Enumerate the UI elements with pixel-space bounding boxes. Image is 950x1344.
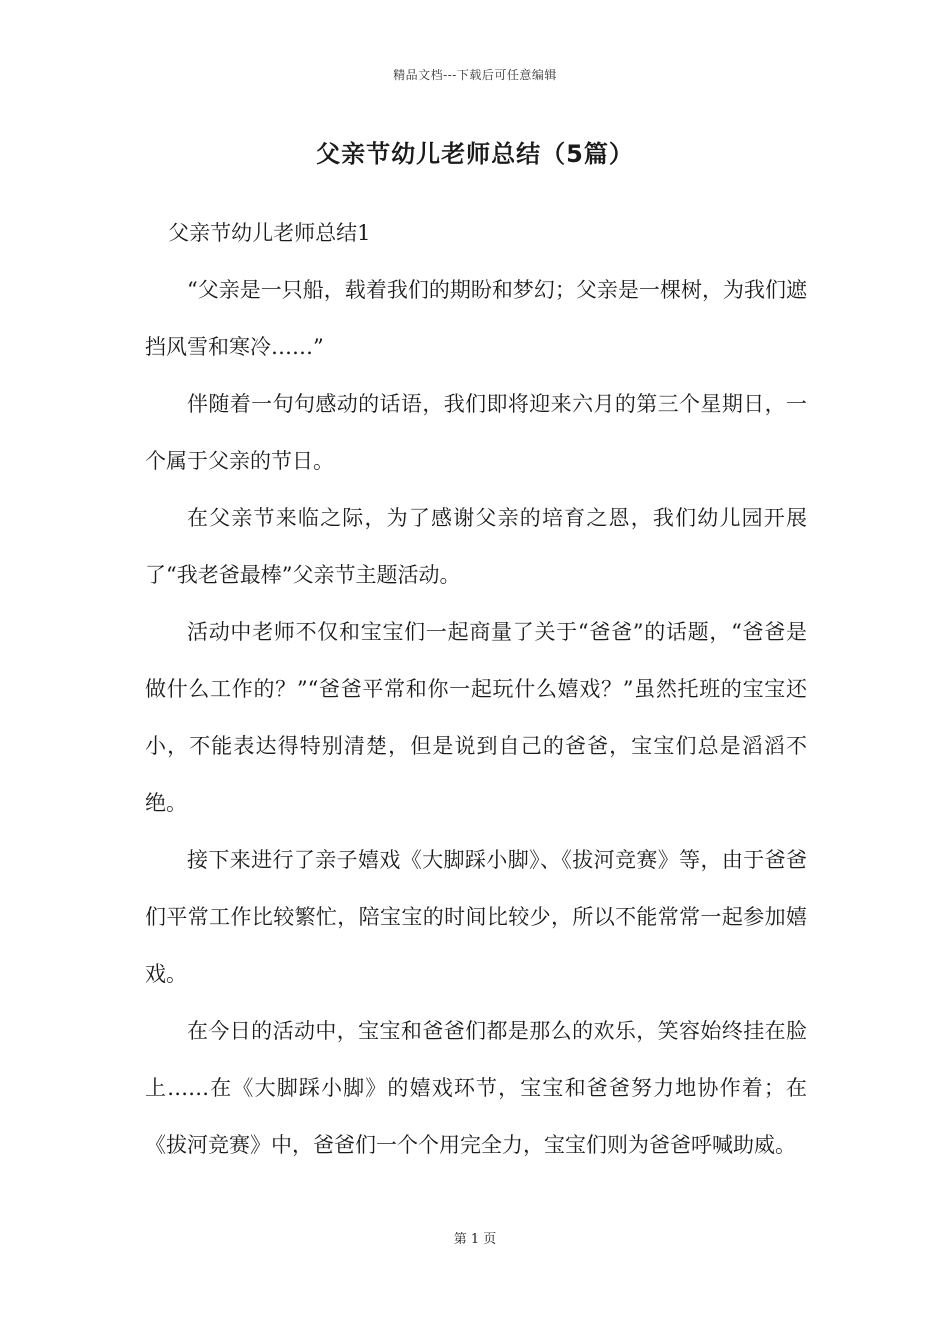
paragraph: 接下来进行了亲子嬉戏《大脚踩小脚》、《拔河竞赛》等，由于爸爸们平常工作比较繁忙，陪宝宝的时间比较少，所以不能常常一起参加嬉戏。 xyxy=(145,848,807,986)
section-heading: 父亲节幼儿老师总结1 xyxy=(168,221,371,245)
paragraph: “父亲是一只船，载着我们的期盼和梦幻；父亲是一棵树，为我们遮挡风雪和寒冷……” xyxy=(145,278,807,359)
paragraph: 伴随着一句句感动的话语，我们即将迎来六月的第三个星期日，一个属于父亲的节日。 xyxy=(145,392,807,473)
paragraph: 在今日的活动中，宝宝和爸爸们都是那么的欢乐，笑容始终挂在脸上……在《大脚踩小脚》的嬉戏环节，宝宝和爸爸努力地协作着；在《拔河竞赛》中，爸爸们一个个用完全力，宝宝们则为爸爸呼喊助威。 xyxy=(145,1019,807,1157)
page-header: 精品文档---下载后可任意编辑 xyxy=(393,68,557,82)
document-title: 父亲节幼儿老师总结（5篇） xyxy=(316,140,634,168)
paragraph: 活动中老师不仅和宝宝们一起商量了关于“爸爸”的话题，“爸爸是做什么工作的？”“爸爸平常和你一起玩什么嬉戏？”虽然托班的宝宝还小，不能表达得特别清楚，但是说到自己的爸爸，宝宝们总是滔滔不绝。 xyxy=(145,620,807,815)
document-body xyxy=(145,205,807,1174)
page-number: 第 1 页 xyxy=(453,1232,497,1247)
paragraph: 在父亲节来临之际，为了感谢父亲的培育之恩，我们幼儿园开展了“我老爸最棒”父亲节主题活动。 xyxy=(145,506,807,587)
